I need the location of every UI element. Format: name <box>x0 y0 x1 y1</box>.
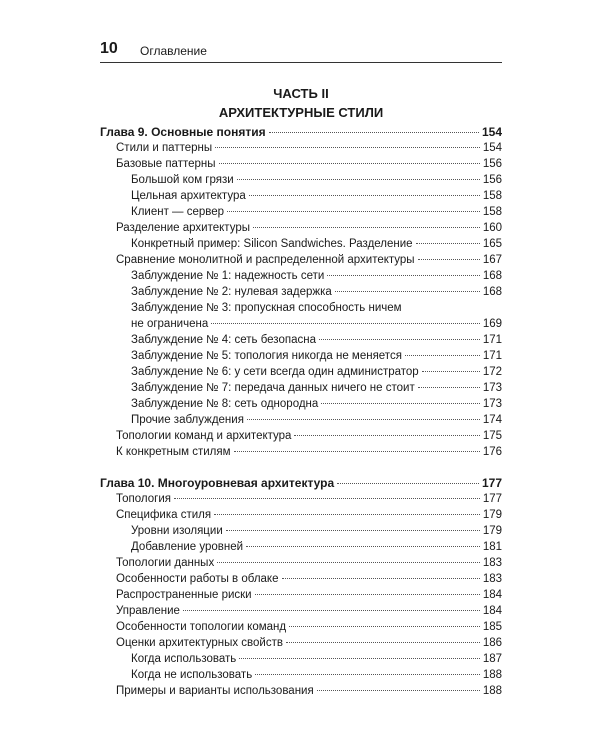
toc-page-number: 179 <box>482 509 502 521</box>
header-title: Оглавление <box>140 44 207 58</box>
toc-page-number: 186 <box>482 637 502 649</box>
toc-entry-label-line1: Заблуждение № 3: пропускная способность ничем <box>131 302 402 314</box>
toc-entry-label: Прочие заблуждения <box>131 414 244 426</box>
part-heading <box>100 84 502 122</box>
toc-subentry <box>100 412 502 428</box>
dot-leader <box>405 355 480 356</box>
toc-page-number: 188 <box>482 685 502 697</box>
toc-entry-label: Распространенные риски <box>116 589 252 601</box>
toc-entry-label: Добавление уровней <box>131 541 244 553</box>
toc-entry <box>100 555 502 571</box>
page-number: 10 <box>100 40 118 57</box>
dot-leader <box>211 323 480 324</box>
toc-chapter-title: Глава 10. Многоуровневая архитектура <box>100 476 335 490</box>
toc-entry-label: Разделение архитектуры <box>116 222 250 234</box>
toc-subentry <box>100 396 502 412</box>
table-of-contents <box>100 124 502 699</box>
toc-page-number: 154 <box>482 142 502 154</box>
toc-entry-label: Заблуждение № 1: надежность сети <box>131 270 325 282</box>
toc-page-number: 183 <box>482 557 502 569</box>
toc-entry <box>100 619 502 635</box>
toc-page-number: 174 <box>482 414 502 426</box>
toc-entry <box>100 683 502 699</box>
dot-leader <box>422 371 480 372</box>
toc-page-number: 188 <box>482 669 502 681</box>
dot-leader <box>335 291 480 292</box>
toc-page-number: 173 <box>482 398 502 410</box>
toc-entry-label: Когда использовать <box>131 653 237 665</box>
dot-leader <box>234 451 480 452</box>
toc-chapter-title: Глава 9. Основные понятия <box>100 125 266 139</box>
toc-page-number: 179 <box>482 525 502 537</box>
toc-chapter-9 <box>100 124 502 140</box>
dot-leader <box>237 179 480 180</box>
toc-entry-label: Уровни изоляции <box>131 525 223 537</box>
toc-entry-label: Особенности работы в облаке <box>116 573 279 585</box>
toc-page-number: 171 <box>482 334 502 346</box>
dot-leader <box>418 387 480 388</box>
toc-page-number: 167 <box>482 254 502 266</box>
dot-leader <box>219 163 480 164</box>
toc-subentry <box>100 284 502 300</box>
toc-entry-label: Топологии команд и архитектура <box>116 430 292 442</box>
toc-page-number: 156 <box>482 158 502 170</box>
toc-subentry <box>100 364 502 380</box>
dot-leader <box>319 339 480 340</box>
toc-page-number: 158 <box>482 190 502 202</box>
dot-leader <box>215 147 480 148</box>
dot-leader <box>226 530 480 531</box>
toc-page-number: 177 <box>482 493 502 505</box>
dot-leader <box>247 419 480 420</box>
dot-leader <box>253 227 480 228</box>
toc-entry-label: Специфика стиля <box>116 509 212 521</box>
toc-subentry <box>100 316 502 332</box>
toc-page-number: 176 <box>482 446 502 458</box>
toc-page-number: 165 <box>482 238 502 250</box>
dot-leader <box>269 132 479 133</box>
toc-subentry <box>100 236 502 252</box>
dot-leader <box>294 435 479 436</box>
toc-subentry <box>100 268 502 284</box>
part-label: ЧАСТЬ II <box>273 86 329 101</box>
toc-entry-label: Большой ком грязи <box>131 174 234 186</box>
toc-entry-label: Заблуждение № 7: передача данных ничего не стоит <box>131 382 415 394</box>
toc-entry <box>100 571 502 587</box>
toc-entry-label: К конкретным стилям <box>116 446 231 458</box>
toc-page-number: 184 <box>482 605 502 617</box>
dot-leader <box>255 594 480 595</box>
toc-page-number: 173 <box>482 382 502 394</box>
toc-page-number: 181 <box>482 541 502 553</box>
toc-entry-label: Заблуждение № 5: топология никогда не меняется <box>131 350 402 362</box>
chapter-spacer <box>100 460 502 475</box>
toc-subentry <box>100 188 502 204</box>
toc-subentry <box>100 204 502 220</box>
toc-page-number: 172 <box>482 366 502 378</box>
toc-subentry <box>100 172 502 188</box>
toc-entry-label: Конкретный пример: Silicon Sandwiches. Разделение <box>131 238 413 250</box>
dot-leader <box>214 514 480 515</box>
toc-entry-label: Оценки архитектурных свойств <box>116 637 283 649</box>
toc-page-number: 183 <box>482 573 502 585</box>
toc-entry-label: Заблуждение № 6: у сети всегда один администратор <box>131 366 419 378</box>
toc-entry-label-line2: не ограничена <box>131 318 209 330</box>
toc-entry-label: Когда не использовать <box>131 669 253 681</box>
toc-subentry <box>100 523 502 539</box>
toc-entry-label: Сравнение монолитной и распределенной архитектуры <box>116 254 415 266</box>
toc-entry <box>100 252 502 268</box>
toc-entry-label: Заблуждение № 2: нулевая задержка <box>131 286 332 298</box>
dot-leader <box>255 674 480 675</box>
toc-entry <box>100 603 502 619</box>
toc-page-number: 168 <box>482 286 502 298</box>
toc-entry <box>100 444 502 460</box>
toc-entry-label: Базовые паттерны <box>116 158 216 170</box>
toc-subentry <box>100 348 502 364</box>
toc-entry-label: Управление <box>116 605 180 617</box>
toc-entry <box>100 507 502 523</box>
dot-leader <box>282 578 480 579</box>
toc-entry <box>100 140 502 156</box>
toc-entry-label: Заблуждение № 4: сеть безопасна <box>131 334 316 346</box>
toc-entry-label: Цельная архитектура <box>131 190 246 202</box>
toc-entry-label: Стили и паттерны <box>116 142 213 154</box>
toc-page-number: 156 <box>482 174 502 186</box>
toc-entry <box>100 156 502 172</box>
toc-entry <box>100 587 502 603</box>
toc-page-number: 187 <box>482 653 502 665</box>
toc-subentry <box>100 651 502 667</box>
dot-leader <box>246 546 480 547</box>
dot-leader <box>321 403 480 404</box>
toc-page-number: 177 <box>481 476 502 490</box>
toc-page-number: 171 <box>482 350 502 362</box>
toc-page-number: 184 <box>482 589 502 601</box>
toc-chapter-10 <box>100 475 502 491</box>
toc-subentry <box>100 380 502 396</box>
dot-leader <box>249 195 480 196</box>
dot-leader <box>217 562 480 563</box>
running-header <box>100 40 502 63</box>
dot-leader <box>227 211 480 212</box>
toc-page-number: 169 <box>482 318 502 330</box>
dot-leader <box>289 626 480 627</box>
toc-page-number: 168 <box>482 270 502 282</box>
toc-page-number: 154 <box>481 125 502 139</box>
toc-page-number: 158 <box>482 206 502 218</box>
toc-entry-label: Особенности топологии команд <box>116 621 287 633</box>
toc-entry <box>100 428 502 444</box>
toc-entry-label: Клиент — сервер <box>131 206 225 218</box>
dot-leader <box>183 610 480 611</box>
toc-subentry <box>100 332 502 348</box>
toc-entry-label: Примеры и варианты использования <box>116 685 314 697</box>
dot-leader <box>286 642 480 643</box>
toc-entry-label: Заблуждение № 8: сеть однородна <box>131 398 319 410</box>
toc-page-number: 160 <box>482 222 502 234</box>
toc-entry-label: Топология <box>116 493 171 505</box>
dot-leader <box>337 483 479 484</box>
dot-leader <box>416 243 480 244</box>
dot-leader <box>418 259 480 260</box>
toc-page-number: 175 <box>482 430 502 442</box>
dot-leader <box>317 690 480 691</box>
dot-leader <box>174 498 480 499</box>
toc-entry <box>100 220 502 236</box>
part-title: АРХИТЕКТУРНЫЕ СТИЛИ <box>218 105 384 120</box>
toc-subentry <box>100 667 502 683</box>
toc-subentry <box>100 539 502 555</box>
toc-entry <box>100 491 502 507</box>
toc-entry <box>100 635 502 651</box>
dot-leader <box>327 275 480 276</box>
toc-page-number: 185 <box>482 621 502 633</box>
dot-leader <box>239 658 480 659</box>
toc-entry-label: Топологии данных <box>116 557 215 569</box>
